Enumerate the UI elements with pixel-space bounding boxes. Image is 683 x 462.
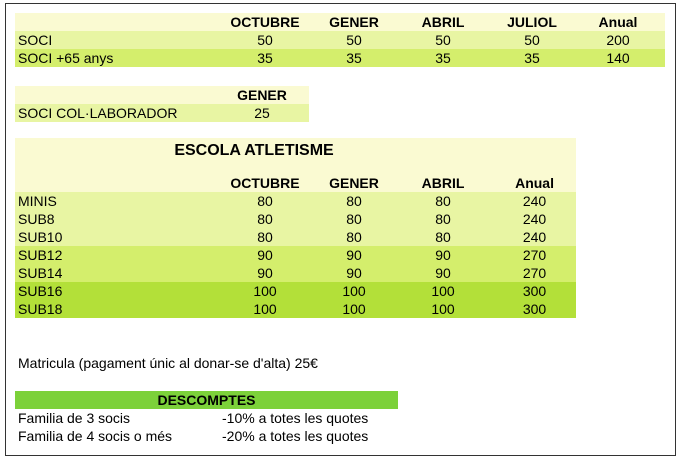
escola-title-pad	[493, 138, 576, 164]
cell-value: 90	[346, 247, 362, 263]
table-row	[15, 264, 576, 282]
socis-header-row	[15, 13, 665, 31]
table-row	[15, 31, 665, 49]
cell-value: 270	[522, 247, 547, 263]
escola-header-blank	[15, 174, 215, 192]
cell-value: 35	[257, 50, 273, 66]
table-row	[15, 282, 576, 300]
escola-title: ESCOLA ATLETISME	[174, 142, 334, 159]
cell-value: 100	[342, 301, 366, 317]
escola-title-row	[15, 138, 576, 164]
cell-value: 90	[257, 247, 273, 263]
socis-header-blank	[15, 13, 215, 31]
cell-value: 270	[522, 265, 547, 281]
cell-value: 300	[522, 283, 547, 299]
collaborador-header-gener: GENER	[237, 87, 287, 103]
cell-value: 300	[522, 301, 547, 317]
cell-value: 50	[524, 32, 540, 48]
row-label: SUB18	[18, 301, 63, 317]
row-label: SOCI	[18, 32, 53, 48]
table-row	[15, 228, 576, 246]
cell-value: 80	[346, 211, 362, 227]
cell-value: 100	[253, 301, 277, 317]
cell-value: 80	[435, 193, 451, 209]
cell-value: 240	[522, 211, 547, 227]
cell-value: 80	[257, 193, 273, 209]
cell-value: 100	[431, 283, 455, 299]
table-row	[15, 104, 309, 122]
escola-spacer-row	[15, 164, 576, 174]
row-label: SOCI +65 anys	[18, 50, 114, 66]
table-row	[15, 246, 576, 264]
cell-value: 90	[435, 247, 451, 263]
descomptes-title: DESCOMPTES	[15, 391, 398, 409]
escola-header-anual: Anual	[515, 175, 554, 191]
escola-header-gener: GENER	[329, 175, 379, 191]
descompte-value: -10% a totes les quotes	[222, 410, 369, 426]
spacer	[15, 164, 576, 174]
cell-value: 35	[346, 50, 362, 66]
socis-header-juliol: JULIOL	[507, 14, 557, 30]
escola-header-octubre: OCTUBRE	[230, 175, 300, 191]
socis-header-octubre: OCTUBRE	[230, 14, 300, 30]
row-label: SUB8	[18, 211, 55, 227]
row-label: SOCI COL·LABORADOR	[18, 105, 178, 121]
cell-value: 80	[257, 229, 273, 245]
socis-header-gener: GENER	[329, 14, 379, 30]
descompte-value: -20% a totes les quotes	[222, 428, 369, 444]
table-row	[15, 192, 576, 210]
cell-value: 140	[606, 50, 630, 66]
table-row	[15, 49, 665, 67]
escola-header-abril: ABRIL	[421, 175, 465, 191]
table-row	[15, 210, 576, 228]
collaborador-header-blank	[15, 86, 215, 104]
cell-value: 80	[346, 229, 362, 245]
descompte-label: Familia de 4 socis o més	[18, 428, 173, 444]
matricula-note: Matricula (pagament únic al donar-se d'alta) 25€	[18, 355, 318, 371]
descompte-label: Familia de 3 socis	[18, 410, 131, 426]
cell-value: 240	[522, 193, 547, 209]
socis-header-anual: Anual	[598, 14, 638, 30]
row-label: SUB12	[18, 247, 63, 263]
escola-table	[15, 138, 576, 318]
row-label: MINIS	[18, 193, 57, 209]
cell-value: 35	[435, 50, 451, 66]
cell-value: 90	[435, 265, 451, 281]
row-label: SUB14	[18, 265, 63, 281]
cell-value: 25	[254, 105, 270, 121]
cell-value: 90	[257, 265, 273, 281]
cell-value: 80	[435, 211, 451, 227]
cell-value: 50	[346, 32, 362, 48]
cell-value: 90	[346, 265, 362, 281]
cell-value: 35	[524, 50, 540, 66]
cell-value: 100	[431, 301, 455, 317]
cell-value: 100	[342, 283, 366, 299]
collaborador-table	[15, 86, 309, 122]
cell-value: 50	[435, 32, 451, 48]
cell-value: 100	[253, 283, 277, 299]
cell-value: 80	[257, 211, 273, 227]
socis-table	[15, 13, 665, 67]
cell-value: 240	[522, 229, 547, 245]
row-label: SUB10	[18, 229, 63, 245]
escola-header-row	[15, 174, 576, 192]
cell-value: 50	[257, 32, 273, 48]
table-row	[15, 300, 576, 318]
socis-header-abril: ABRIL	[421, 14, 465, 30]
cell-value: 80	[346, 193, 362, 209]
row-label: SUB16	[18, 283, 63, 299]
collaborador-header-row	[15, 86, 309, 104]
cell-value: 80	[435, 229, 451, 245]
cell-value: 200	[606, 32, 630, 48]
